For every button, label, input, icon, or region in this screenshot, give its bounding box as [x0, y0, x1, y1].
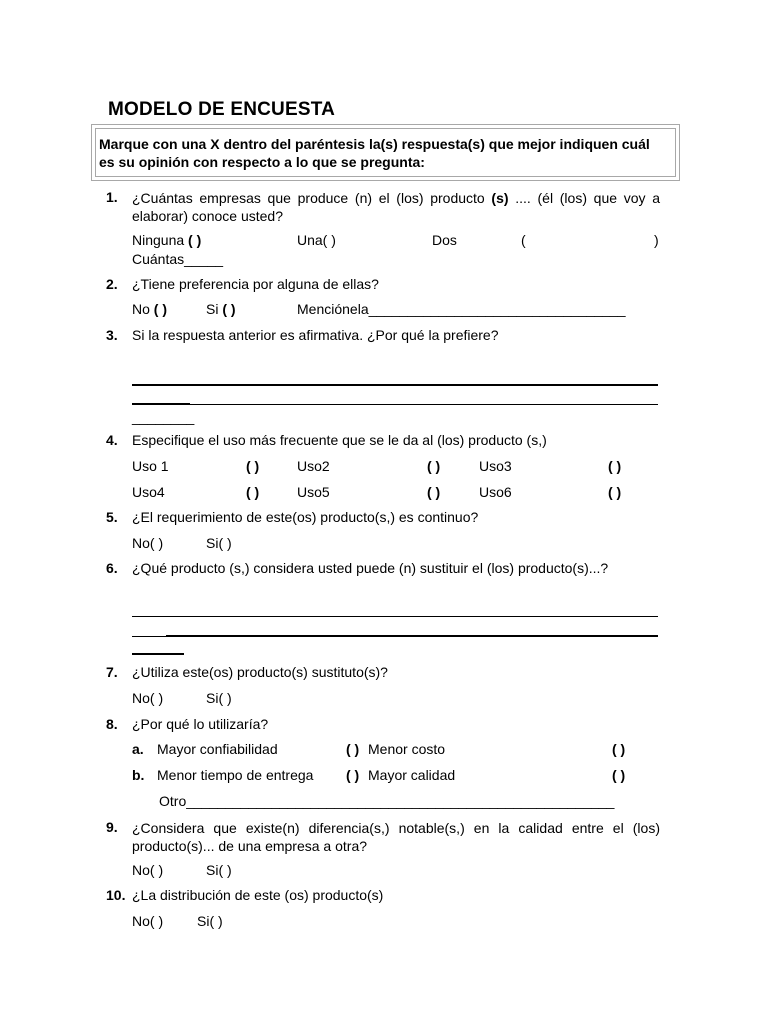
q7-opt-si[interactable]: Si( ) [206, 690, 232, 706]
q2-text: ¿Tiene preferencia por alguna de ellas? [132, 276, 379, 292]
q10-opt-no[interactable]: No( ) [132, 913, 164, 929]
q5-opt-no[interactable]: No( ) [132, 535, 164, 551]
instructions-box [91, 124, 680, 181]
q1-opt-una[interactable]: Una( ) [297, 232, 336, 248]
q4-uso3-label: Uso3 [479, 458, 512, 474]
q4-uso2-paren[interactable]: ( ) [427, 458, 441, 474]
q7-text: ¿Utiliza este(os) producto(s) sustituto(s)? [132, 664, 388, 680]
q8-text: ¿Por qué lo utilizaría? [132, 716, 269, 732]
q4-uso5-paren[interactable]: ( ) [427, 484, 441, 500]
q4-uso4-label: Uso4 [132, 484, 165, 500]
q6-number: 6. [106, 560, 118, 576]
q1-opt-ninguna-paren[interactable]: ( ) [188, 232, 202, 248]
q6-answer-line-2a[interactable] [132, 636, 166, 637]
q1-text-b: (s) [491, 190, 509, 206]
q8-a-opt1: Mayor confiabilidad [157, 741, 278, 757]
q5-opt-si[interactable]: Si( ) [206, 535, 232, 551]
q10-number: 10. [106, 887, 126, 903]
q9-number: 9. [106, 819, 118, 835]
q10-text: ¿La distribución de este (os) producto(s) [132, 887, 384, 903]
q1-open-paren[interactable]: ( [521, 232, 526, 248]
q8-a-opt2: Menor costo [368, 741, 446, 757]
q7-number: 7. [106, 664, 118, 680]
q9-opt-si[interactable]: Si( ) [206, 862, 232, 878]
q8-otro-field[interactable]: Otro_______________________________________________________ [159, 793, 615, 809]
q4-text: Especifique el uso más frecuente que se le da al (los) producto (s,) [132, 432, 547, 448]
q8-a-opt2-paren[interactable]: ( ) [612, 741, 626, 757]
q2-opt-no [132, 301, 167, 317]
q8-b-opt2-paren[interactable]: ( ) [612, 767, 626, 783]
q8-b-opt1: Menor tiempo de entrega [157, 767, 314, 783]
q8-b-label: b. [132, 767, 145, 783]
q1-text-c: .... (él (los) que voy a elaborar) conoce usted? [132, 190, 661, 224]
q4-uso6-label: Uso6 [479, 484, 512, 500]
q6-answer-line-1[interactable] [132, 616, 658, 617]
q3-number: 3. [106, 327, 118, 343]
q4-uso4-paren[interactable]: ( ) [246, 484, 260, 500]
q4-uso1-paren[interactable]: ( ) [246, 458, 260, 474]
q4-uso3-paren[interactable]: ( ) [608, 458, 622, 474]
q7-opt-no[interactable]: No( ) [132, 690, 164, 706]
q2-opt-no-label: No [132, 301, 150, 317]
q6-answer-line-3[interactable] [132, 653, 184, 655]
q1-cuantas[interactable]: Cuántas_____ [132, 251, 224, 267]
q1-opt-dos: Dos [432, 232, 457, 248]
q2-opt-no-paren[interactable]: ( ) [153, 301, 168, 317]
q4-uso6-paren[interactable]: ( ) [608, 484, 622, 500]
q9-opt-no[interactable]: No( ) [132, 862, 164, 878]
q2-opt-si-label: Si [206, 301, 219, 317]
q8-b-opt1-paren[interactable]: ( ) [346, 767, 360, 783]
q4-number: 4. [106, 432, 118, 448]
q1-text-a: ¿Cuántas empresas que produce (n) el (los) producto [132, 190, 492, 206]
q1-text [132, 189, 660, 225]
q3-answer-line-3[interactable]: ________ [132, 409, 195, 425]
q2-mention-field[interactable]: Menciónela_________________________________ [297, 301, 626, 317]
q3-answer-line-2a[interactable] [132, 403, 190, 405]
q3-answer-line-1[interactable] [132, 384, 658, 386]
q1-number: 1. [106, 189, 118, 205]
q4-uso1-label: Uso 1 [132, 458, 169, 474]
q1-close-paren[interactable]: ) [654, 232, 659, 248]
q2-opt-si-paren[interactable]: ( ) [222, 301, 236, 317]
q10-opt-si[interactable]: Si( ) [197, 913, 223, 929]
q8-a-opt1-paren[interactable]: ( ) [346, 741, 360, 757]
q3-text: Si la respuesta anterior es afirmativa. ¿Por qué la prefiere? [132, 327, 499, 343]
instructions-text: Marque con una X dentro del paréntesis la(s) respuesta(s) que mejor indiquen cuál es su opinión con respecto a lo que se pregunta: [99, 136, 650, 170]
q2-opt-si [206, 301, 236, 317]
q1-opt-ninguna-label: Ninguna [132, 232, 185, 248]
q4-uso2-label: Uso2 [297, 458, 330, 474]
q2-number: 2. [106, 276, 118, 292]
q1-opt-ninguna [132, 232, 201, 248]
page-title: MODELO DE ENCUESTA [108, 99, 336, 120]
q8-b-opt2: Mayor calidad [368, 767, 456, 783]
q3-answer-line-2b[interactable] [190, 404, 658, 405]
q5-text: ¿El requerimiento de este(os) producto(s,) es continuo? [132, 509, 479, 525]
q6-answer-line-2b[interactable] [166, 635, 658, 637]
q8-number: 8. [106, 716, 118, 732]
q9-text: ¿Considera que existe(n) diferencia(s,) notable(s,) en la calidad entre el (los) producto(s)... de una empresa a otra? [132, 820, 660, 854]
q4-uso5-label: Uso5 [297, 484, 330, 500]
q5-number: 5. [106, 509, 118, 525]
q8-a-label: a. [132, 741, 144, 757]
q6-text: ¿Qué producto (s,) considera usted puede (n) sustituir el (los) producto(s)...? [132, 560, 609, 576]
